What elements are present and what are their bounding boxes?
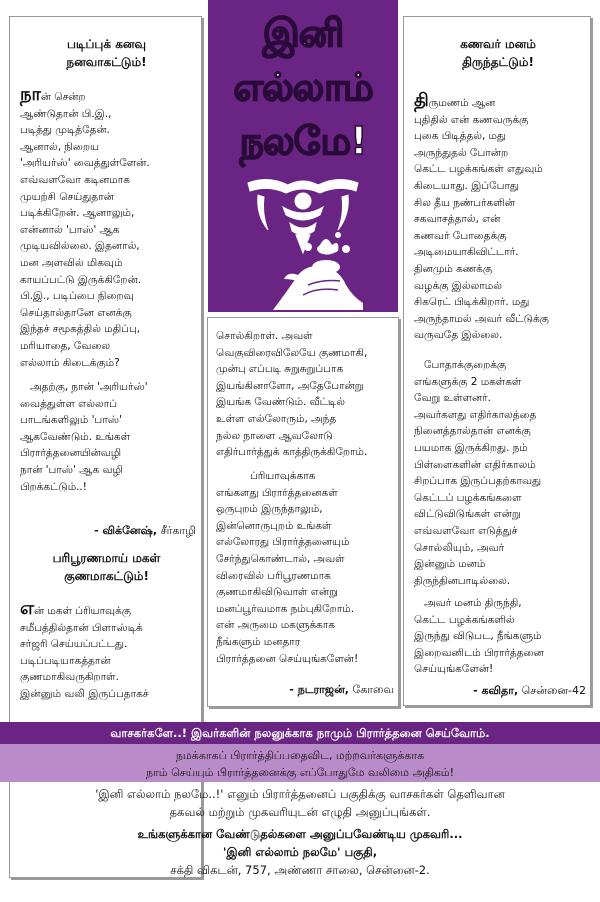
left-paragraph-3 <box>20 598 202 703</box>
middle-paragraph-2: ப்ரியாவுக்காக எங்களது பிரார்த்தனைகள் ஒருபுறம் இருந்தாலும், இன்னொருபுறம் உங்கள் எல்லோரது பிரார்த்தனையும் சேர்ந்துகொண்டால், அவள் விரைவில் பரிபூரணமாக குணமாகிவிடுவாள் என்று மனப்பூர்வமாக நம்புகிறோம். என் அருமை மகளுக்காக நீங்களும் மனதார பிரார்த்தனை செய்யுங்களேன்! <box>216 470 359 665</box>
title-panel <box>208 0 398 312</box>
prayer-quote-banner: நமக்காகப் பிரார்த்திப்பதைவிட, மற்றவர்களுக்காக நாம் செய்யும் பிரார்த்தனைக்கு எப்போதுமே வலிமை அதிகம்! <box>0 744 600 782</box>
right-paragraph-2: போதாக்குறைக்கு எங்களுக்கு 2 மகள்கள் வேறு உள்ளனர். அவர்களது எதிர்காலத்தை நினைத்தால்தான் எனக்கு பயமாக இருக்கிறது. நம் பிள்ளைகளின் எதிர்காலம் சிறப்பாக இருப்பதற்காவது கெட்டப் பழக்கங்களை விட்டுவிடுங்கள் என்று எவ்வளவோ எடுத்துச் சொல்லியும், அவர் இன்னும் மனம் திருந்தினபாடில்லை. <box>414 359 542 587</box>
middle-column <box>207 317 399 707</box>
signature-name: - கவிதா, <box>473 684 519 697</box>
title-line-3: நலமே! <box>239 119 367 163</box>
right-column <box>403 16 591 706</box>
right-paragraph-1 <box>414 90 592 344</box>
drop-letter-2: எ <box>20 598 34 619</box>
left-paragraph-1-text: ன் சென்ற ஆண்டுதான் பி.இ., படித்து முடித்தேன். ஆனால், நிறைய 'அரியர்ஸ்' வைத்துள்ளேன். எவ்வளவோ கடினமாக முயற்சி செய்துதான் படிக்கிறேன். ஆனாலும், என்னால் 'பாஸ்' ஆக முடியவில்லை. இதனால், மன அளவில் மிகவும் காயப்பட்டு இருக்கிறேன். பி.இ., படிப்பை நிறைவு செய்தால்தானே எனக்கு இந்தச் சமூகத்தில் மதிப்பு, மரியாதை, வேலை எல்லாம் கிடைக்கும்? <box>20 91 150 369</box>
right-heading-line1: கணவர் மனம் <box>460 37 536 51</box>
footer-line-4: 'இனி எல்லாம் நலமே' பகுதி, <box>222 845 378 859</box>
right-paragraph-1-text: ருமணம் ஆன புதிதில் என் கணவருக்கு புகை பிடித்தல், மது அருந்துதல் போன்ற கெட்ட பழக்கங்கள் எதுவும் கிடையாது. இப்போது சில தீய நண்பர்களின் சகவாசத்தால், என் கணவர் போதைக்கு அடிமையாகிவிட்டார். தினமும் கணக்கு வழக்கு இல்லாமல் சிகரெட் பிடிக்கிறார். மது அருந்தாமல் அவர் வீட்டுக்கு வருவதே இல்லை. <box>414 97 549 342</box>
footer-line-1: 'இனி எல்லாம் நலமே..!' எனும் பிரார்த்தனைப் பகுதிக்கு வாசகர்கள் தெளிவான <box>95 787 505 801</box>
title-line-1: இனி <box>262 11 344 55</box>
right-signature <box>404 683 586 699</box>
left-heading <box>10 35 203 71</box>
drop-letter: நா <box>20 84 41 105</box>
left-heading-line2: நனவாகட்டும்! <box>66 55 147 69</box>
right-heading-line2: திருந்தட்டும்! <box>462 55 534 69</box>
signature-place: சென்னை-42 <box>518 684 586 697</box>
left-heading-2 <box>10 549 203 585</box>
title-line-2: எல்லாம் <box>233 65 373 109</box>
right-paragraph-3: அவர் மனம் திருந்தி, கெட்ட பழக்கங்களில் இருந்து விடுபட, நீங்களும் இறைவனிடம் பிரார்த்தனை செய்யுங்களேன்! <box>414 597 544 676</box>
footer-line-2: தகவல் மற்றும் முகவரியுடன் எழுதி அனுப்புங்கள். <box>169 805 431 819</box>
middle-paragraph-1: சொல்கிறாள். அவள் வெகுவிரைவிலேயே குணமாகி, முன்பு எப்படி சுறுசுறுப்பாக இயங்கினாளோ, அதேபோன்று இயங்க வேண்டும். வீட்டில் உள்ள எல்லோரும், அந்த நல்ல நாளை ஆவலோடு எதிர்பார்த்துக் காத்திருக்கிறோம். <box>216 330 368 459</box>
footer-address: சக்தி விகடன், 757, அண்ணா சாலை, சென்னை-2. <box>170 863 430 877</box>
drop-letter: தி <box>414 90 429 111</box>
middle-signature <box>208 682 394 698</box>
signature-place: கோவை <box>348 683 394 696</box>
signature-name: - நடராஜன், <box>289 683 349 696</box>
footer-line-3: உங்களுக்கான வேண்டுதல்களை அனுப்பவேண்டிய முகவரி... <box>137 827 463 841</box>
submission-footer <box>0 785 600 879</box>
page-title <box>208 6 398 168</box>
left-heading2-line1: பரிபூரணமாய் மகள் <box>52 551 161 565</box>
left-heading2-line2: குணமாகட்டும்! <box>64 569 149 583</box>
left-paragraph-2: அதற்கு, நான் 'அரியர்ஸ்' வைத்துள்ள எல்லாப் பாடங்களிலும் 'பாஸ்' ஆகவேண்டும். உங்கள் பிரார்த்தனையின்வழி நான் 'பாஸ்' ஆக வழி பிறக்கட்டும்..! <box>20 381 148 493</box>
left-heading-line1: படிப்புக் கனவு <box>67 37 146 51</box>
lamp-and-hand-illustration <box>228 175 378 310</box>
left-paragraph-1 <box>20 84 202 371</box>
right-heading <box>404 35 592 71</box>
left-signature <box>10 523 196 539</box>
signature-name: - விக்னேஷ், <box>94 524 158 537</box>
readers-banner: வாசகர்களே..! இவர்களின் நலனுக்காக நாமும் பிரார்த்தனை செய்வோம். <box>0 722 600 744</box>
signature-place: சீர்காழி <box>157 524 196 537</box>
left-paragraph-3-text: ன் மகள் ப்ரியாவுக்கு சமீபத்தில்தான் பிளாஸ்டிக் சர்ஜரி செய்யப்பட்டது. படிப்படியாகத்தான் குணமாகிவருகிறாள். இன்னும் வலி இருப்பதாகச் <box>20 605 149 700</box>
